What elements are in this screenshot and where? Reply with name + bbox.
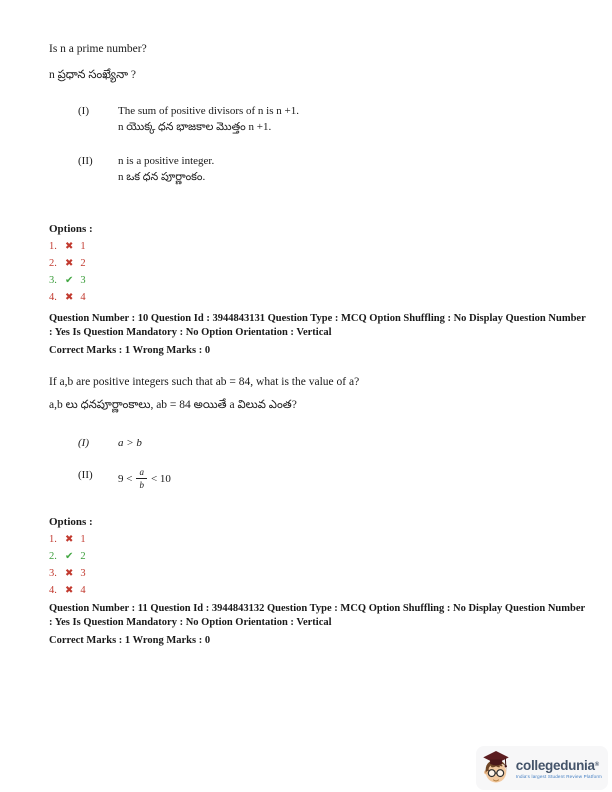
question-10-block bbox=[49, 42, 586, 304]
check-icon: ✔ bbox=[65, 275, 74, 286]
option-number: 3. bbox=[49, 275, 57, 286]
question-stem-english: Is n a prime number? bbox=[49, 43, 147, 55]
option-value: 1 bbox=[80, 241, 86, 252]
cross-icon: ✖ bbox=[65, 258, 74, 269]
option-row-4 bbox=[49, 291, 586, 304]
question-11-metadata bbox=[49, 602, 589, 648]
question-marks-text: Correct Marks : 1 Wrong Marks : 0 bbox=[49, 635, 211, 646]
fraction bbox=[136, 467, 147, 490]
statement-2-english: n is a positive integer. bbox=[118, 155, 215, 167]
option-number: 2. bbox=[49, 551, 57, 562]
question-stem-english: If a,b are positive integers such that ab = 84, what is the value of a? bbox=[49, 376, 360, 388]
option-value: 3 bbox=[80, 568, 86, 579]
option-number: 4. bbox=[49, 292, 57, 303]
option-value: 2 bbox=[80, 551, 86, 562]
option-row-2 bbox=[49, 550, 586, 563]
brand-text: collegedunia bbox=[515, 757, 595, 773]
question-marks-text: Correct Marks : 1 Wrong Marks : 0 bbox=[49, 345, 211, 356]
option-value: 3 bbox=[80, 275, 86, 286]
option-row-1 bbox=[49, 533, 586, 546]
question-meta-text: Question Number : 11 Question Id : 3944843132 Question Type : MCQ Option Shuffling : No Display Question Number : Yes Is Question Mandatory : No Option Orientation : Vertical bbox=[49, 603, 585, 628]
option-value: 4 bbox=[80, 292, 86, 303]
mascot-graduate-icon bbox=[479, 749, 513, 787]
fraction-numerator: a bbox=[136, 467, 147, 479]
option-value: 4 bbox=[80, 585, 86, 596]
statement-1-english: The sum of positive divisors of n is n +1. bbox=[118, 105, 299, 117]
fraction-denominator: b bbox=[139, 480, 144, 490]
statement-1-label: (I) bbox=[78, 437, 89, 449]
check-icon: ✔ bbox=[65, 551, 74, 562]
option-number: 1. bbox=[49, 534, 57, 545]
question-stem-telugu: a,b లు ధనపూర్ణాంకాలు, ab = 84 అయితే a విలువ ఎంత? bbox=[49, 399, 297, 411]
option-value: 2 bbox=[80, 258, 86, 269]
option-row-1 bbox=[49, 240, 586, 253]
statement-2-label: (II) bbox=[78, 469, 93, 481]
brand-tagline: India's largest Student Review Platform bbox=[515, 773, 602, 779]
inequality-left: 9 < bbox=[118, 472, 133, 485]
statement-1 bbox=[49, 103, 586, 135]
statement-2-inequality bbox=[118, 467, 171, 490]
option-number: 2. bbox=[49, 258, 57, 269]
option-number: 4. bbox=[49, 585, 57, 596]
cross-icon: ✖ bbox=[65, 292, 74, 303]
statement-1-math: a > b bbox=[118, 437, 142, 449]
option-value: 1 bbox=[80, 534, 86, 545]
cross-icon: ✖ bbox=[65, 585, 74, 596]
statement-1-telugu: n యొక్క ధన భాజకాల మొత్తం n +1. bbox=[118, 121, 272, 133]
brand-wordmark bbox=[516, 758, 602, 773]
collegedunia-logo bbox=[476, 746, 608, 790]
cross-icon: ✖ bbox=[65, 568, 74, 579]
option-row-4 bbox=[49, 584, 586, 597]
statement-2 bbox=[49, 153, 586, 185]
cross-icon: ✖ bbox=[65, 241, 74, 252]
statement-2-label: (II) bbox=[78, 155, 93, 167]
options-heading: Options : bbox=[49, 223, 93, 235]
option-row-3 bbox=[49, 567, 586, 580]
option-number: 3. bbox=[49, 568, 57, 579]
statement-1 bbox=[49, 435, 586, 451]
statement-1-label: (I) bbox=[78, 105, 89, 117]
question-10-metadata bbox=[49, 312, 589, 358]
question-meta-text: Question Number : 10 Question Id : 3944843131 Question Type : MCQ Option Shuffling : No Display Question Number : Yes Is Question Mandatory : No Option Orientation : Vertical bbox=[49, 313, 586, 338]
option-number: 1. bbox=[49, 241, 57, 252]
statement-2 bbox=[49, 467, 586, 490]
statement-2-telugu: n ఒక ధన పూర్ణాంకం. bbox=[118, 171, 206, 183]
registered-mark: ® bbox=[594, 761, 599, 768]
question-11-block bbox=[49, 375, 586, 597]
question-stem-telugu: n ప్రధాన సంఖ్యేనా ? bbox=[49, 69, 137, 81]
option-row-3 bbox=[49, 274, 586, 287]
option-row-2 bbox=[49, 257, 586, 270]
cross-icon: ✖ bbox=[65, 534, 74, 545]
options-heading: Options : bbox=[49, 516, 93, 528]
inequality-right: < 10 bbox=[150, 472, 171, 485]
